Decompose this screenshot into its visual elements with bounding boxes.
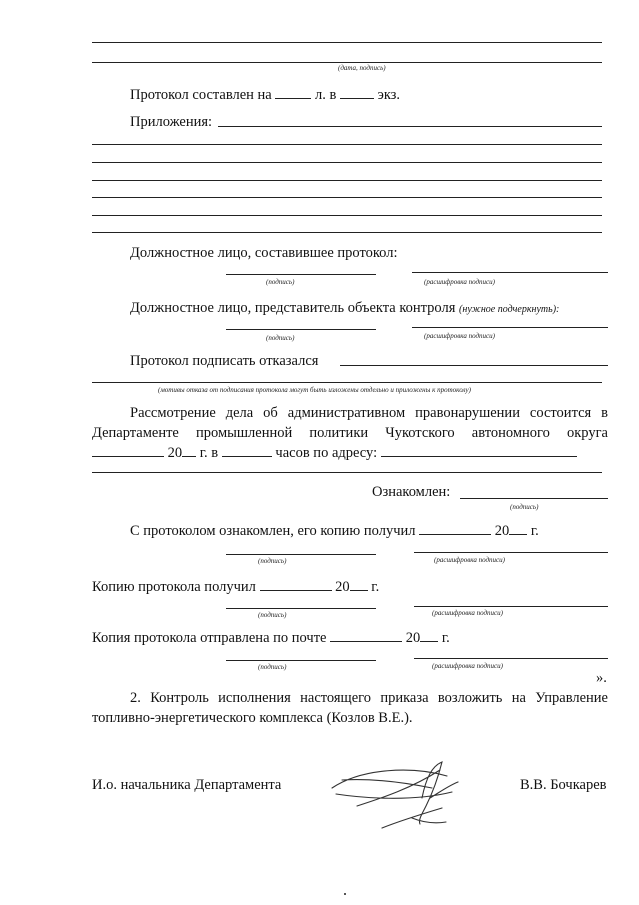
pages-blank [275, 86, 311, 99]
caption-date-signature: (дата, подпись) [338, 64, 386, 72]
official-representative-line [130, 300, 559, 317]
case-at: г. в [199, 445, 219, 461]
attachments-label: Приложения: [130, 114, 213, 130]
copy-received-decode-line [414, 606, 608, 607]
refused-line-2 [92, 382, 602, 383]
case-date-blank [92, 444, 164, 457]
case-year-blank [182, 444, 196, 457]
attachments-line-2 [92, 162, 602, 163]
representative-signature-line [226, 329, 376, 330]
attachments-line-3 [92, 180, 602, 181]
handwritten-signature [322, 758, 472, 838]
attachments-line-6 [92, 232, 602, 233]
copy-mailed-label: Копия протокола отправлена по почте [92, 630, 327, 646]
copy-mailed-signature-caption: (подпись) [258, 663, 287, 671]
copy-mailed-year-suffix: г. [441, 630, 450, 646]
received-decode-caption: (расшифровка подписи) [434, 556, 505, 564]
attachments-line-0 [218, 126, 602, 127]
received-year-blank [509, 522, 527, 535]
copy-mailed-year-blank [420, 629, 438, 642]
representative-decode-caption: (расшифровка подписи) [424, 332, 495, 340]
received-copy-line [130, 522, 539, 540]
copy-received-signature-caption: (подпись) [258, 611, 287, 619]
attachments-line-1 [92, 144, 602, 145]
copy-received-decode-caption: (расшифровка подписи) [432, 609, 503, 617]
copy-mailed-decode-line [414, 658, 608, 659]
composer-decode-caption: (расшифровка подписи) [424, 278, 495, 286]
copy-received-year-blank [350, 578, 368, 591]
copy-mailed-line [92, 629, 450, 647]
copy-received-year-suffix: г. [371, 579, 380, 595]
signoff-name: В.В. Бочкарев [520, 777, 607, 793]
case-hours: часов по адресу: [275, 445, 378, 461]
copy-received-label: Копию протокола получил [92, 579, 256, 595]
composer-decode-line [412, 272, 608, 273]
protocol-copies-prefix: Протокол составлен на [130, 87, 272, 103]
received-year-suffix: г. [530, 523, 539, 539]
acquainted-line [460, 498, 608, 499]
top-line-1 [92, 42, 602, 43]
received-year-prefix: 20 [494, 523, 510, 539]
protocol-copies-middle: л. в [315, 87, 337, 103]
official-representative-label: Должностное лицо, представитель объекта контроля [130, 300, 456, 316]
received-date-blank [419, 522, 491, 535]
case-year-prefix: 20 [167, 445, 183, 461]
copies-blank [340, 86, 374, 99]
closing-quote: ». [596, 670, 607, 686]
case-review-line3 [92, 443, 608, 463]
case-address-blank [381, 444, 577, 457]
official-representative-note: (нужное подчеркнуть): [459, 304, 560, 315]
copy-received-signature-line [226, 608, 376, 609]
case-review-line2: Департаменте промышленной политики Чукотского автономного округа [92, 425, 608, 441]
composer-signature-caption: (подпись) [266, 278, 295, 286]
caption-refusal-motives: (мотивы отказа от подписания протокола могут быть изложены отдельно и приложены к протоколу) [158, 386, 471, 394]
case-address-line-2 [92, 472, 602, 473]
copy-mailed-signature-line [226, 660, 376, 661]
attachments-line-5 [92, 215, 602, 216]
received-decode-line [414, 552, 608, 553]
composer-signature-line [226, 274, 376, 275]
page-dot [344, 893, 346, 895]
case-review-paragraph [92, 403, 608, 463]
attachments-line-4 [92, 197, 602, 198]
order-point-line1: 2. Контроль исполнения настоящего приказа возложить на Управление [130, 690, 608, 706]
copy-mailed-decode-caption: (расшифровка подписи) [432, 662, 503, 670]
received-signature-caption: (подпись) [258, 557, 287, 565]
signoff-position: И.о. начальника Департамента [92, 777, 282, 793]
refused-label: Протокол подписать отказался [130, 353, 319, 369]
order-point-paragraph [92, 688, 608, 728]
protocol-copies-suffix: экз. [377, 87, 401, 103]
copy-received-date-blank [260, 578, 332, 591]
top-line-2 [92, 62, 602, 63]
received-copy-label: С протоколом ознакомлен, его копию получил [130, 523, 416, 539]
representative-signature-caption: (подпись) [266, 334, 295, 342]
copy-received-year-prefix: 20 [335, 579, 350, 595]
case-review-line1: Рассмотрение дела об административном правонарушении состоится в [130, 405, 608, 421]
copy-mailed-year-prefix: 20 [405, 630, 421, 646]
official-composer-label: Должностное лицо, составившее протокол: [130, 245, 398, 261]
protocol-copies-line [130, 86, 400, 104]
acquainted-caption: (подпись) [510, 503, 539, 511]
refused-line [340, 365, 608, 366]
case-time-blank [222, 444, 272, 457]
acquainted-label: Ознакомлен: [372, 484, 451, 500]
representative-decode-line [412, 327, 608, 328]
copy-mailed-date-blank [330, 629, 402, 642]
received-signature-line [226, 554, 376, 555]
order-point-line2: топливно-энергетического комплекса (Козлов В.Е.). [92, 710, 413, 726]
copy-received-line [92, 578, 379, 596]
